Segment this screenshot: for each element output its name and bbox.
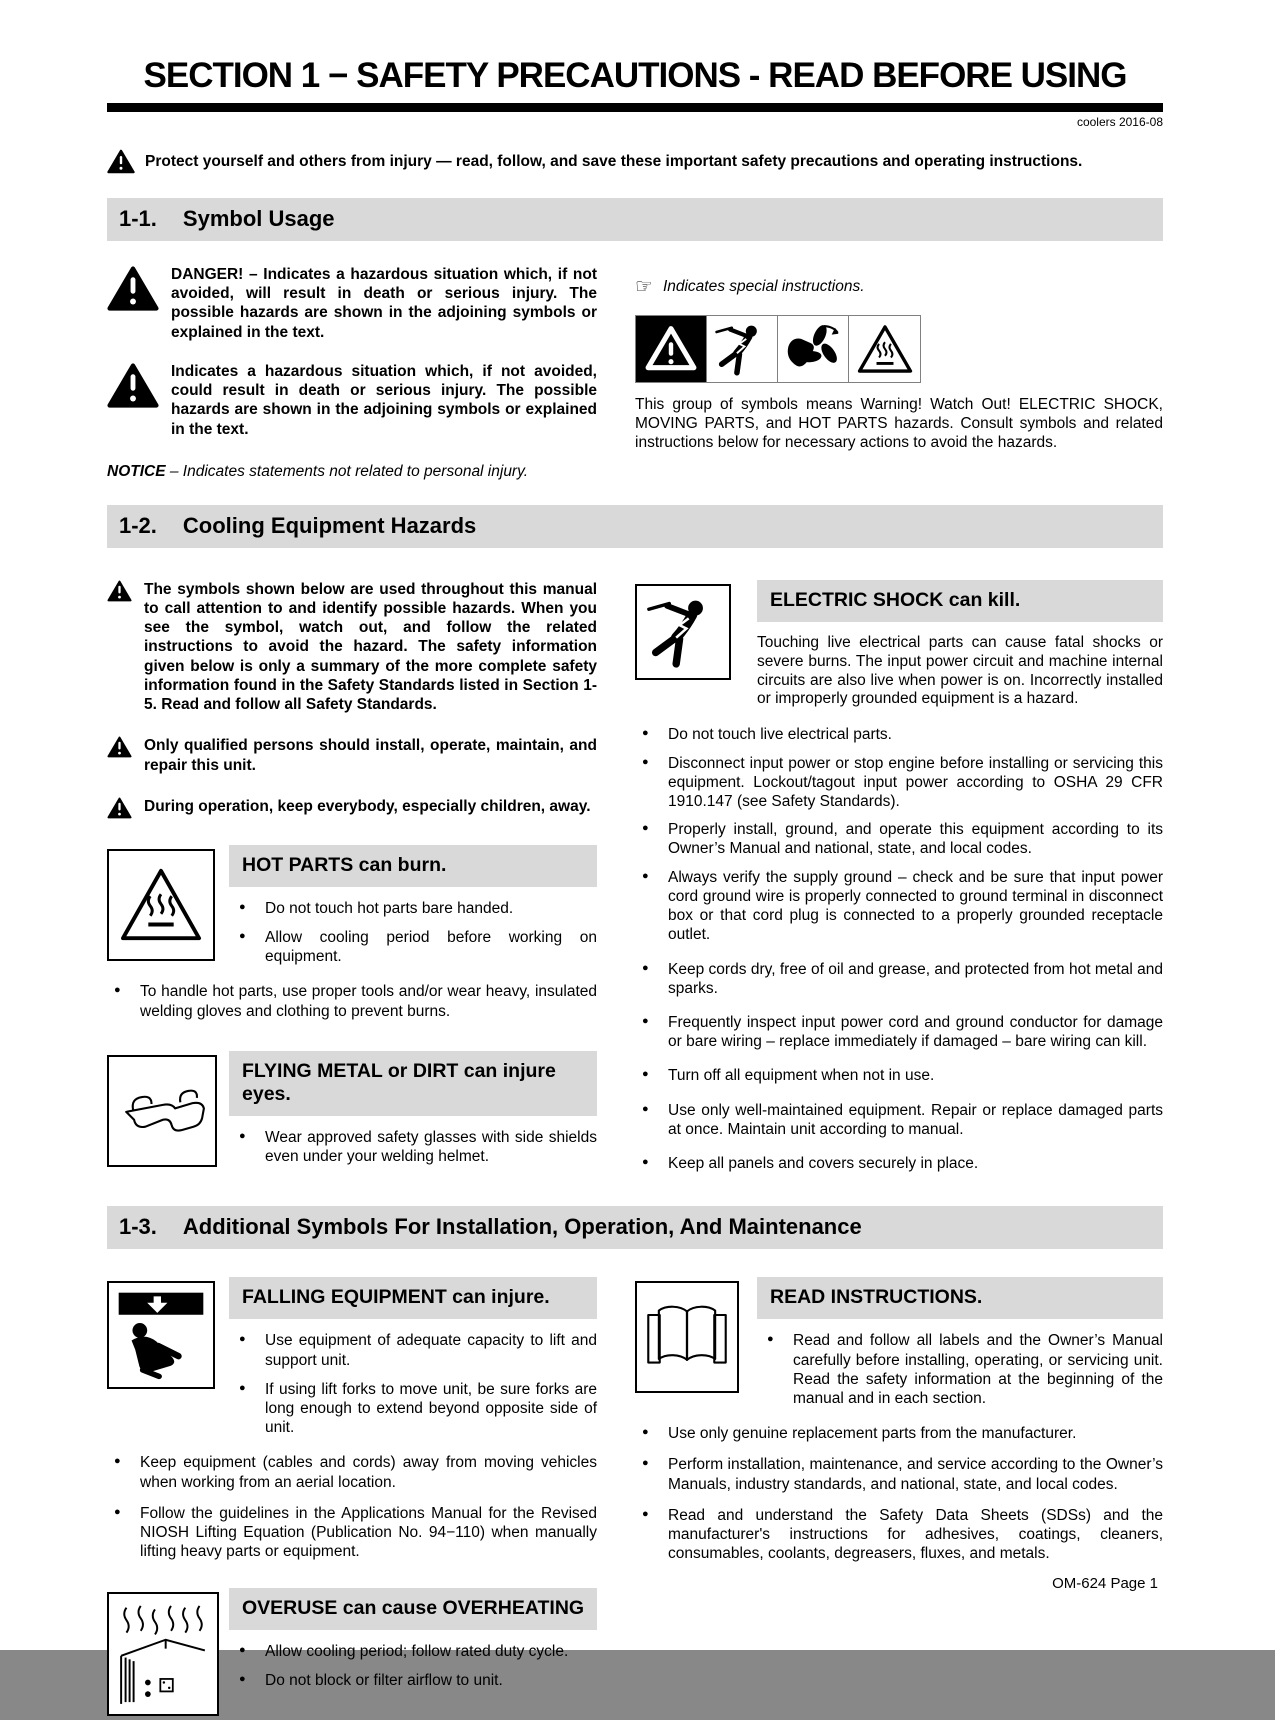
- bullet-item: ● To handle hot parts, use proper tools and/or wear heavy, insulated welding gloves and clothing to prevent burns.: [107, 982, 597, 1020]
- section-header-1-1: [107, 198, 1163, 241]
- bullet-item: ● Disconnect input power or stop engine before installing or servicing this equipment. Lockout/tagout input power according to OSHA 29 CFR 1910.147 (see Safety Standards).: [635, 754, 1163, 812]
- bullet-item: ● Perform installation, maintenance, and service according to the Owner’s Manuals, industry standards, and national, state, and local codes.: [635, 1455, 1163, 1493]
- bullet-item: ● Read and understand the Safety Data Sheets (SDSs) and the manufacturer's instructions for adhesives, coatings, cleaners, consumables, coolants, degreasers, fluxes, and metals.: [635, 1506, 1163, 1564]
- read-instructions-icon: [635, 1281, 739, 1393]
- bullet-item: ● Frequently inspect input power cord and ground conductor for damage or bare wiring – replace immediately if damaged – bare wiring can kill.: [635, 1013, 1163, 1051]
- hot-parts-hazard-block: [107, 845, 597, 967]
- hazard-body: [229, 845, 597, 967]
- falling-equipment-icon: [107, 1281, 215, 1389]
- notice-text: – Indicates statements not related to personal injury.: [165, 462, 529, 480]
- warning-triangle-icon: [107, 149, 135, 174]
- statement-text: The symbols shown below are used throughout this manual to call attention to and identify possible hazards. When you see the symbol, watch out, and follow the related instructions to avoid the hazard. The safety information given below is only a summary of the more complete safety information found in the Safety Standards listed in Section 1-5. Read and follow all Safety Standards.: [144, 580, 597, 714]
- qualified-persons-statement: [107, 736, 597, 774]
- overheating-icon: [107, 1592, 219, 1716]
- symbols-caption: This group of symbols means Warning! Watch Out! ELECTRIC SHOCK, MOVING PARTS, and HOT PARTS hazards. Consult symbols and related instructions below for necessary actions to avoid the hazards.: [635, 396, 1163, 452]
- pointing-hand-icon: ☞: [635, 276, 653, 298]
- hot-surface-symbol-icon: [849, 316, 920, 382]
- bullet-item: ● Allow cooling period before working on equipment.: [229, 928, 597, 966]
- bullet-item: ● Do not touch hot parts bare handed.: [229, 899, 597, 918]
- section-title: Cooling Equipment Hazards: [182, 512, 477, 538]
- intro-text: Protect yourself and others from injury — read, follow, and save these important safety precautions and operating instructions.: [145, 153, 1083, 170]
- section-header-1-3: [107, 1206, 1163, 1249]
- overuse-hazard-block: [107, 1588, 597, 1704]
- page-title: SECTION 1 − SAFETY PRECAUTIONS - READ BEFORE USING: [143, 56, 1127, 95]
- bullet-item: ● Do not block or filter airflow to unit.: [229, 1671, 597, 1690]
- section-number: 1-1.: [119, 206, 157, 231]
- left-column: [107, 1277, 597, 1719]
- falling-equipment-hazard-block: [107, 1277, 597, 1437]
- warning-triangle-icon: [107, 265, 159, 312]
- special-instructions-text: Indicates special instructions.: [662, 278, 865, 295]
- hazard-body: [757, 580, 1163, 710]
- hazard-body: [757, 1277, 1163, 1408]
- special-instructions-note: [635, 277, 1163, 297]
- safety-intro: [107, 149, 1163, 174]
- hazard-body: [229, 1051, 597, 1166]
- statement-text: During operation, keep everybody, especially children, away.: [144, 797, 591, 815]
- section-title: Symbol Usage: [182, 206, 335, 231]
- bullet-item: ● Use only genuine replacement parts from the manufacturer.: [635, 1424, 1163, 1443]
- bullet-item: ● Allow cooling period; follow rated duty cycle.: [229, 1642, 597, 1661]
- warning-triangle-icon: [107, 580, 133, 602]
- hazard-title: FALLING EQUIPMENT can injure.: [229, 1277, 597, 1319]
- safety-glasses-icon: [107, 1055, 217, 1167]
- bullet-item: ● Keep cords dry, free of oil and grease, and protected from hot metal and sparks.: [635, 960, 1163, 998]
- section-1-2-columns: [107, 580, 1163, 1183]
- hazard-symbol-strip: [635, 315, 921, 383]
- warning-triangle-icon: [107, 736, 133, 758]
- bullet-item: ● Properly install, ground, and operate this equipment according to its Owner’s Manual and national, state, and local codes.: [635, 820, 1163, 858]
- bullet-item: ● Wear approved safety glasses with side shields even under your welding helmet.: [229, 1128, 597, 1166]
- electric-shock-hazard-block: [635, 580, 1163, 710]
- bullet-item: ● Keep equipment (cables and cords) away from moving vehicles when working from an aerial location.: [107, 1453, 597, 1491]
- notice-statement: [107, 463, 597, 481]
- hazard-title: HOT PARTS can burn.: [229, 845, 597, 887]
- warning-statement: [107, 362, 597, 439]
- warning-text: Indicates a hazardous situation which, if not avoided, could result in death or serious injury. The possible hazards are shown in the adjoining symbols or explained in the text.: [171, 362, 597, 438]
- bullet-item: ● Read and follow all labels and the Owner’s Manual carefully before installing, operating, or servicing unit. Read the safety information at the beginning of the manual and in each section.: [757, 1331, 1163, 1408]
- danger-statement: [107, 265, 597, 342]
- warning-symbol-icon: [636, 316, 707, 382]
- hot-parts-icon: [107, 849, 215, 961]
- warning-triangle-icon: [107, 797, 133, 819]
- electric-shock-icon: [635, 584, 731, 680]
- hazard-description: Touching live electrical parts can cause fatal shocks or severe burns. The input power circuit and machine internal circuits are also live when power is on. Incorrectly installed or improperly grounded equipment is a hazard.: [757, 633, 1163, 708]
- bullet-item: ● If using lift forks to move unit, be sure forks are long enough to extend beyond opposite side of unit.: [229, 1380, 597, 1438]
- bullet-item: ● Use equipment of adequate capacity to lift and support unit.: [229, 1331, 597, 1369]
- bullet-item: ● Follow the guidelines in the Applications Manual for the Revised NIOSH Lifting Equation (Publication No. 94−110) when manually lifting heavy parts or equipment.: [107, 1504, 597, 1562]
- revision-code: coolers 2016-08: [1076, 115, 1163, 129]
- warning-triangle-icon: [107, 362, 159, 409]
- section-title: Additional Symbols For Installation, Operation, And Maintenance: [182, 1214, 862, 1240]
- right-column: [635, 580, 1163, 1183]
- hazard-title: ELECTRIC SHOCK can kill.: [757, 580, 1163, 622]
- title-rule: [107, 103, 1163, 112]
- section-number: 1-2.: [119, 512, 157, 538]
- bullet-item: ● Keep all panels and covers securely in place.: [635, 1154, 1163, 1173]
- bullet-item: ● Use only well-maintained equipment. Repair or replace damaged parts at once. Maintain unit according to manual.: [635, 1101, 1163, 1139]
- section-header-1-2: [107, 505, 1163, 548]
- read-instructions-block: [635, 1277, 1163, 1408]
- keep-children-away-statement: [107, 797, 597, 819]
- bullet-item: ● Do not touch live electrical parts.: [635, 725, 1163, 744]
- hazard-body: [229, 1277, 597, 1437]
- section-1-3-columns: [107, 1277, 1163, 1719]
- hazard-body: [229, 1588, 597, 1704]
- notice-label: NOTICE: [107, 462, 166, 480]
- hazard-title: READ INSTRUCTIONS.: [757, 1277, 1163, 1319]
- page-content: [107, 0, 1163, 1720]
- bullet-item: ● Turn off all equipment when not in use.: [635, 1066, 1163, 1085]
- hazard-title: FLYING METAL or DIRT can injure eyes.: [229, 1051, 597, 1116]
- hazard-title: OVERUSE can cause OVERHEATING: [229, 1588, 597, 1630]
- right-column: [635, 265, 1163, 481]
- moving-parts-symbol-icon: [778, 316, 849, 382]
- bullet-item: ● Always verify the supply ground – check and be sure that input power cord ground wire is properly connected to ground terminal in disconnect box or that cord plug is connected to a properly grounded receptacle outlet.: [635, 868, 1163, 945]
- page-footer: OM-624 Page 1: [1052, 1575, 1158, 1592]
- hazard-summary-statement: [107, 580, 597, 715]
- left-column: [107, 265, 597, 481]
- electric-shock-symbol-icon: [707, 316, 778, 382]
- danger-text: DANGER! – Indicates a hazardous situation which, if not avoided, will result in death or serious injury. The possible hazards are shown in the adjoining symbols or explained in the text.: [171, 266, 597, 341]
- section-number: 1-3.: [119, 1214, 157, 1240]
- left-column: [107, 580, 597, 1183]
- section-1-1-columns: [107, 265, 1163, 481]
- right-column: [635, 1277, 1163, 1719]
- statement-text: Only qualified persons should install, operate, maintain, and repair this unit.: [144, 737, 597, 774]
- flying-metal-hazard-block: [107, 1051, 597, 1166]
